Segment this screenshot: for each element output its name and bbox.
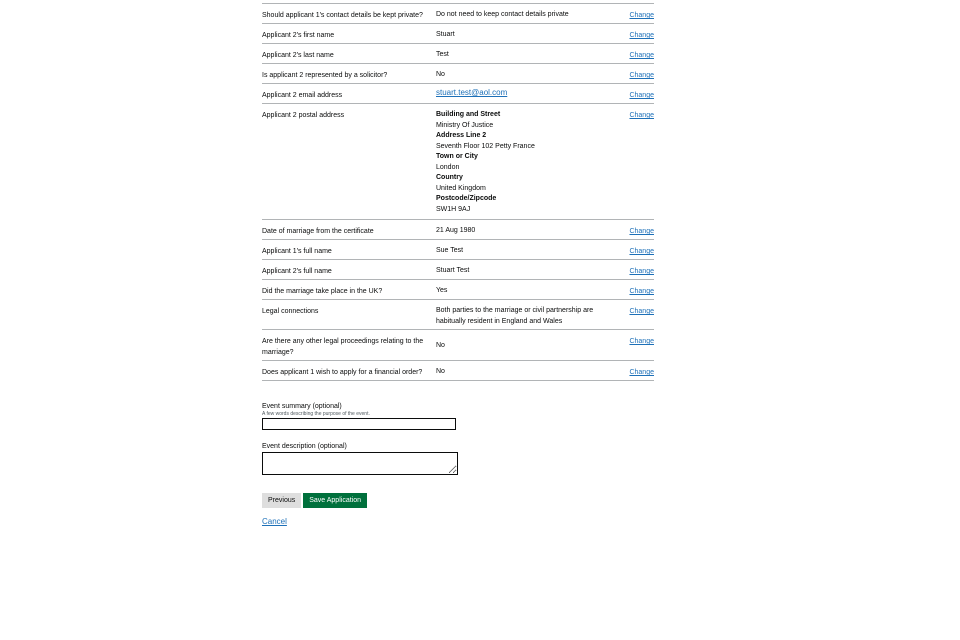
answer-value: Stuart Test xyxy=(436,267,470,274)
change-link[interactable]: Change xyxy=(629,288,654,295)
event-form xyxy=(262,403,458,475)
answer-key: Is applicant 2 represented by a solicitor? xyxy=(262,72,388,79)
answer-row-marriage-date xyxy=(262,220,654,240)
email-link[interactable]: stuart.test@aol.com xyxy=(436,88,508,97)
answer-key: Applicant 2's last name xyxy=(262,52,334,59)
answer-row-marriage-uk xyxy=(262,280,654,300)
change-link[interactable]: Change xyxy=(629,308,654,315)
address-value: United Kingdom xyxy=(436,184,486,192)
answer-key: Did the marriage take place in the UK? xyxy=(262,288,383,295)
answer-row-solicitor xyxy=(262,64,654,84)
address-label: Country xyxy=(436,174,463,181)
change-link[interactable]: Change xyxy=(629,52,654,59)
form-actions xyxy=(262,493,367,508)
answer-value: No xyxy=(436,342,445,349)
answer-value: Stuart xyxy=(436,31,455,38)
answer-value: Do not need to keep contact details private xyxy=(436,11,569,18)
change-link[interactable]: Change xyxy=(629,112,654,119)
answer-key: Does applicant 1 wish to apply for a financial order? xyxy=(262,369,423,376)
answer-value: Yes xyxy=(436,287,448,294)
change-link[interactable]: Change xyxy=(629,32,654,39)
address-label: Town or City xyxy=(436,153,478,160)
answer-row-legal-connections xyxy=(262,300,654,330)
address-block xyxy=(436,110,624,215)
answer-row-email xyxy=(262,84,654,104)
answer-value: Sue Test xyxy=(436,247,464,254)
answer-row-last-name xyxy=(262,44,654,64)
answer-value: No xyxy=(436,368,445,375)
answer-key: Legal connections xyxy=(262,308,319,315)
answer-value xyxy=(436,88,624,100)
answer-row-financial-order xyxy=(262,361,654,381)
address-label: Postcode/Zipcode xyxy=(436,195,497,202)
answer-value: 21 Aug 1980 xyxy=(436,227,476,234)
cancel-link[interactable]: Cancel xyxy=(262,517,287,526)
answer-key: Should applicant 1's contact details be kept private? xyxy=(262,12,423,19)
event-summary-hint: A few words describing the purpose of the event. xyxy=(262,411,370,417)
answer-row-applicant2-full-name xyxy=(262,260,654,280)
answer-row-other-proceedings xyxy=(262,330,654,361)
address-label: Address Line 2 xyxy=(436,132,487,139)
change-link[interactable]: Change xyxy=(629,92,654,99)
answer-value: Both parties to the marriage or civil partnership are habitually resident in England and Wales xyxy=(436,307,594,325)
save-application-button[interactable]: Save Application xyxy=(303,493,367,508)
event-summary-input[interactable] xyxy=(262,418,456,430)
previous-button[interactable]: Previous xyxy=(262,493,301,508)
change-link[interactable]: Change xyxy=(629,228,654,235)
answer-key: Applicant 2's full name xyxy=(262,268,332,275)
change-link[interactable]: Change xyxy=(629,248,654,255)
event-description-textarea[interactable] xyxy=(262,452,458,475)
address-value: London xyxy=(436,163,460,171)
answer-row-first-name xyxy=(262,24,654,44)
answer-key: Applicant 2 postal address xyxy=(262,112,345,119)
address-value: SW1H 9AJ xyxy=(436,205,471,213)
answer-key: Applicant 2 email address xyxy=(262,92,343,99)
change-link[interactable]: Change xyxy=(629,369,654,376)
event-description-label: Event description (optional) xyxy=(262,443,347,450)
answer-key: Applicant 2's first name xyxy=(262,32,335,39)
answer-row-applicant1-full-name xyxy=(262,240,654,260)
check-answers-table xyxy=(262,0,654,381)
address-label: Building and Street xyxy=(436,111,501,118)
address-value: Seventh Floor 102 Petty France xyxy=(436,142,535,150)
answer-row-contact-private xyxy=(262,4,654,24)
answer-row-postal-address xyxy=(262,104,654,220)
answer-value: Test xyxy=(436,51,449,58)
answer-key: Date of marriage from the certificate xyxy=(262,228,374,235)
address-value: Ministry Of Justice xyxy=(436,121,494,129)
answer-value: No xyxy=(436,71,445,78)
change-link[interactable]: Change xyxy=(629,268,654,275)
event-summary-label: Event summary (optional) xyxy=(262,403,342,410)
change-link[interactable]: Change xyxy=(629,12,654,19)
answer-key: Are there any other legal proceedings relating to the marriage? xyxy=(262,338,424,356)
change-link[interactable]: Change xyxy=(629,72,654,79)
change-link[interactable]: Change xyxy=(629,338,654,345)
answer-key: Applicant 1's full name xyxy=(262,248,332,255)
